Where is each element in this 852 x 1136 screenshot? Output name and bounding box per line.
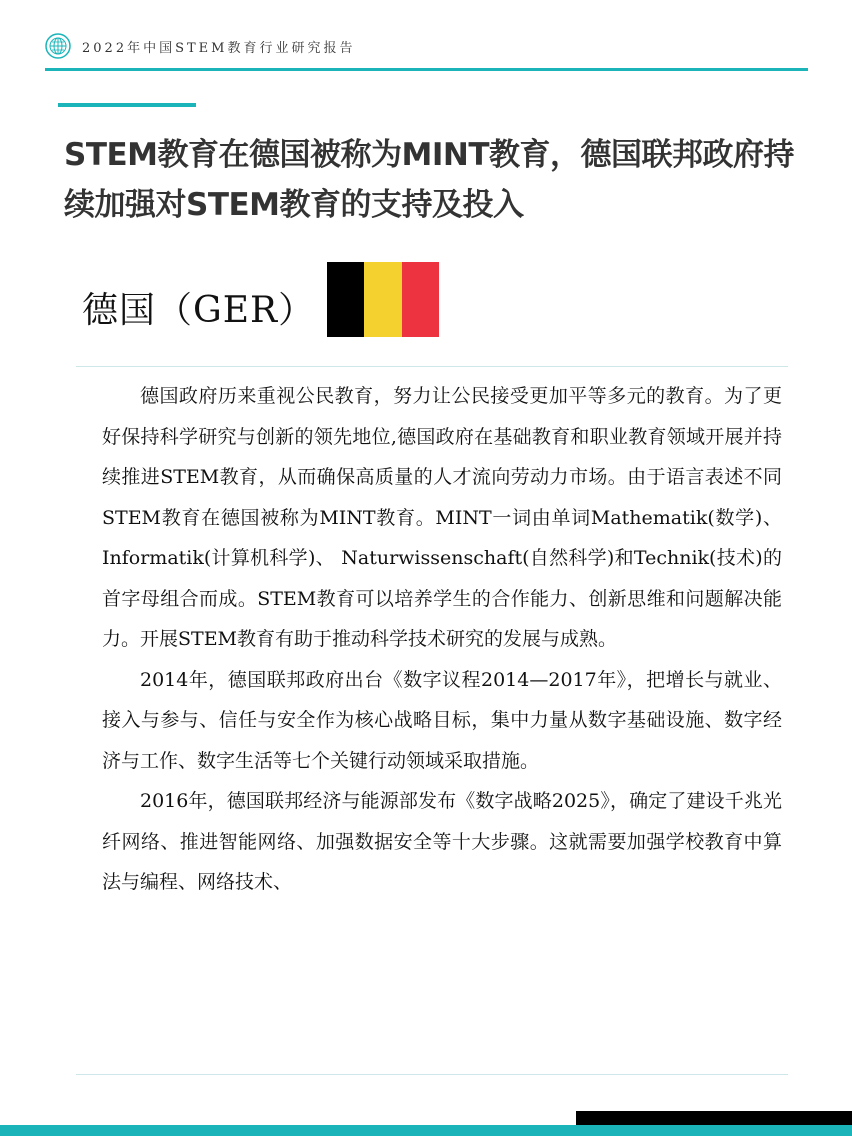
paragraph-2016: 2016年，德国联邦经济与能源部发布《数字战略2025》，确定了建设千兆光纤网络、推进智能网络、加强数据安全等十大步骤。这就需要加强学校教育中算法与编程、网络技术、 [102,790,782,893]
flag-stripe-black [327,262,364,337]
page-headline: STEM教育在德国被称为MINT教育，德国联邦政府持续加强对STEM教育的支持及投入 [64,137,794,223]
flag-stripe-red [402,262,439,337]
footer-black-bar [576,1111,852,1125]
headline-accent-bar [58,103,196,107]
germany-flag-icon [327,262,439,337]
header-divider [45,68,808,71]
globe-logo-icon [45,33,71,59]
paragraph-2014: 2014年，德国联邦政府出台《数字议程2014—2017年》，把增长与就业、接入与参与、信任与安全作为核心战略目标，集中力量从数字基础设施、数字经济与工作、数字生活等七个关键行动领域采取措施。 [102,668,782,772]
body-text [102,376,782,903]
footer-teal-bar [0,1125,852,1136]
page-header [0,0,852,72]
paragraph-intro: 德国政府历来重视公民教育，努力让公民接受更加平等多元的教育。为了更好保持科学研究与创新的领先地位,德国政府在基础教育和职业教育领域开展并持续推进STEM教育，从而确保高质量的人才流向劳动力市场。由于语言表述不同STEM教育在德国被称为MINT教育。MINT一词由单词Mathematik(数学)、Informatik(计算机科学)、 Naturwissenschaft(自然科学)和Technik(技术)的首字母组合而成。STEM教育可以培养学生的合作能力、创新思维和问题解决能力。开展STEM教育有助于推动科学技术研究的发展与成熟。 [102,385,782,650]
country-label: 德国（GER） [82,290,316,331]
content-top-divider [76,366,788,367]
flag-stripe-yellow [364,262,401,337]
report-title: 2022年中国STEM教育行业研究报告 [82,41,356,56]
content-bottom-divider [76,1074,788,1075]
